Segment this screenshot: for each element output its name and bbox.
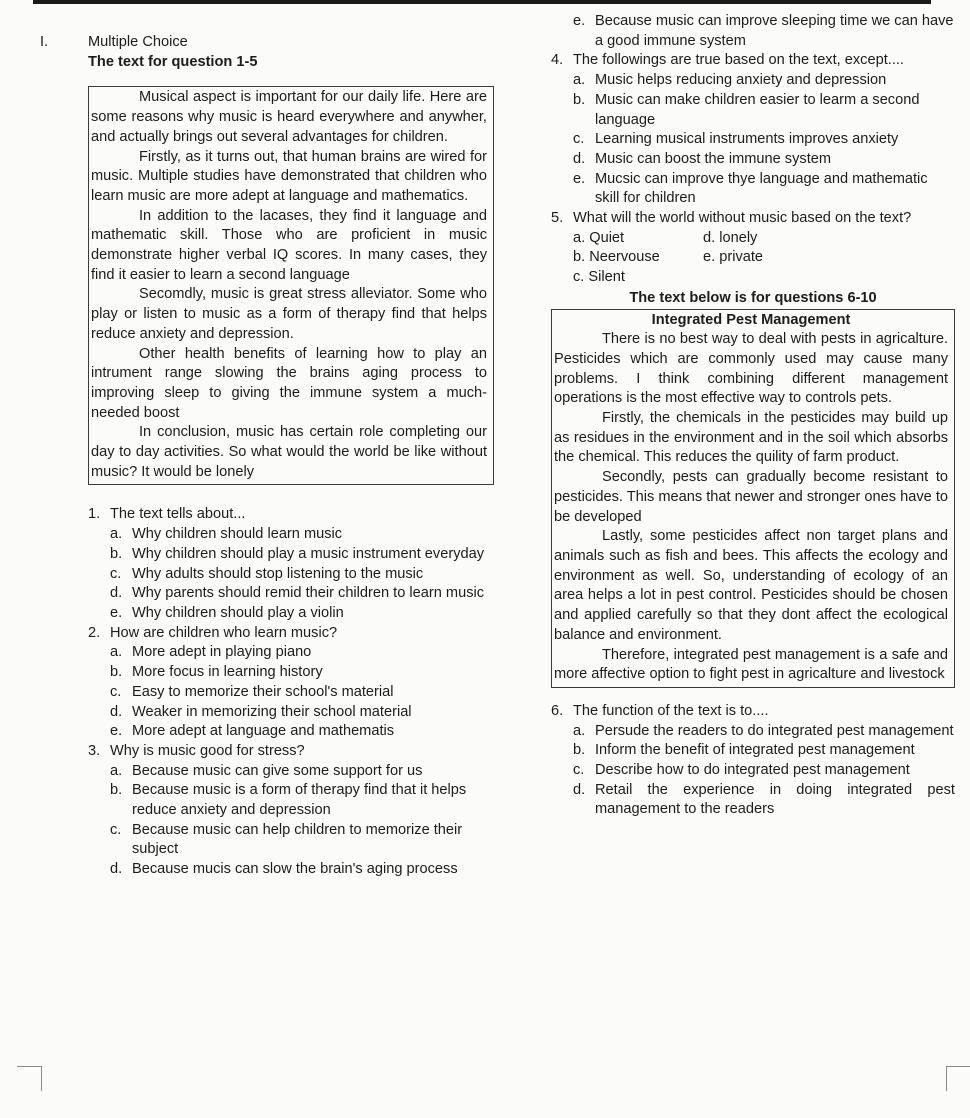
option-letter: e. <box>573 13 586 29</box>
option-letter: b. <box>573 91 586 108</box>
option-e[interactable] <box>110 604 494 624</box>
option-c[interactable] <box>110 565 494 585</box>
passage-paragraph: In addition to the lacases, they find it language and mathematic skill. Those who are proficient in music demonstrate higher verbal IQ scores. In many cases, they find it easier to learn a second language <box>91 207 487 283</box>
option-letter: e. <box>110 604 123 621</box>
option-letter: c. <box>110 683 122 700</box>
question-text: Why is music good for stress? <box>110 742 305 759</box>
option-letter: c. <box>110 821 122 838</box>
passage-paragraph: In conclusion, music has certain role completing our day to day activities. So what would the world be like without music? It would be lonely <box>91 424 487 480</box>
option-text: More adept at language and mathematis <box>132 723 395 740</box>
option-letter: b. <box>110 782 123 799</box>
option-text: Describe how to do integrated pest management <box>595 762 910 779</box>
passage-paragraph: There is no best way to deal with pests in agricalture. Pesticides which are commonly used may cause many problems. I think combining different management operations is the most effective way to controls pets. <box>554 331 948 407</box>
option-b[interactable] <box>110 781 494 820</box>
question-3-options-continued <box>573 12 955 51</box>
question-text: The text tells about... <box>110 506 246 523</box>
question-3 <box>88 742 494 762</box>
option-d[interactable] <box>110 703 494 723</box>
option-b[interactable] <box>573 91 955 130</box>
section-title: Multiple Choice <box>88 34 188 50</box>
question-4 <box>551 51 955 71</box>
option-letter: a. <box>573 72 586 89</box>
question-number: 6. <box>551 702 564 719</box>
option-a[interactable] <box>573 722 955 742</box>
option-text: Because music can improve sleeping time we can have a good immune system <box>595 13 954 49</box>
option-text: Retail the experience in doing integrated pest management to the readers <box>595 781 955 818</box>
crop-mark-right <box>946 1066 970 1091</box>
option-letter: d. <box>110 585 123 602</box>
question-number: 5. <box>551 210 564 227</box>
option-text: Music can boost the immune system <box>595 150 832 167</box>
option-letter: d. <box>110 861 123 878</box>
option-e[interactable] <box>110 722 494 742</box>
option-d[interactable] <box>573 781 955 820</box>
passage-paragraph: Other health benefits of learning how to play an intrument range slowing the brains aging process to improving sleep to giving the immune system a much-needed boost <box>91 345 487 421</box>
passage-paragraph: Firstly, the chemicals in the pesticides may build up as residues in the environment and in the soil which absorbs the chemical. This reduces the quility of farm product. <box>554 410 948 466</box>
question-6 <box>551 702 955 722</box>
option-text: Because music can give some support for us <box>132 762 423 779</box>
question-6-block <box>551 702 955 820</box>
option-letter: e. <box>573 170 586 187</box>
question-6-options <box>573 722 955 821</box>
passage-paragraph: Firstly, as it turns out, that human brains are wired for music. Multiple studies have demonstrated that children who learn music are more adept at language and mathematics. <box>91 148 487 204</box>
option-d[interactable] <box>110 584 494 604</box>
passage-paragraph: Lastly, some pesticides affect non target plans and animals such as fish and bees. This affects the ecology and environment as well. So, understanding of ecology of an area helps a lot in pest control. Pesticides should be chosen and applied carefully so that they dont affect the ecological balance and environment. <box>554 528 948 643</box>
option-letter: c. <box>573 131 585 148</box>
question-text: The followings are true based on the text, except.... <box>573 52 904 69</box>
option-d[interactable]: d. lonely <box>703 229 758 246</box>
option-text: Music can make children easier to learm a second language <box>595 91 920 128</box>
passage-paragraph: Secondly, pests can gradually become resistant to pesticides. This means that newer and stronger ones have to be developed <box>554 469 948 525</box>
option-letter: a. <box>110 644 123 661</box>
option-b[interactable] <box>573 741 955 761</box>
question-1 <box>88 505 494 525</box>
option-letter: a. <box>110 526 123 543</box>
option-a[interactable] <box>110 643 494 663</box>
option-letter: b. <box>573 742 586 759</box>
option-a[interactable] <box>110 762 494 782</box>
option-letter: b. <box>110 664 123 681</box>
passage-pest <box>551 309 955 688</box>
right-column <box>551 12 955 820</box>
option-letter: d. <box>110 703 123 720</box>
option-text: Because music can help children to memorize their subject <box>132 821 463 858</box>
option-c[interactable]: c. Silent <box>573 269 625 286</box>
question-2 <box>88 624 494 644</box>
option-text: Why parents should remid their children to learn music <box>132 585 485 602</box>
option-c[interactable] <box>110 821 494 860</box>
option-text: Why adults should stop listening to the music <box>132 565 424 582</box>
crop-mark-left <box>17 1066 42 1091</box>
text-label-2: The text below is for questions 6-10 <box>629 289 877 306</box>
option-e[interactable]: e. private <box>703 249 764 266</box>
option-b[interactable]: b. Neervouse <box>573 249 660 266</box>
option-letter: e. <box>110 723 123 740</box>
question-number: 3. <box>88 742 101 759</box>
option-a[interactable] <box>110 525 494 545</box>
option-letter: d. <box>573 781 586 798</box>
question-3-options <box>110 762 494 880</box>
option-letter: c. <box>110 565 122 582</box>
question-text: How are children who learn music? <box>110 624 338 641</box>
option-text: Easy to memorize their school's material <box>132 683 394 700</box>
text-label-1: The text for question 1-5 <box>88 53 258 70</box>
option-letter: a. <box>110 762 123 779</box>
question-4-options <box>573 71 955 209</box>
option-d[interactable] <box>110 860 494 880</box>
option-text: Learning musical instruments improves anxiety <box>595 131 899 148</box>
question-number: 1. <box>88 506 101 523</box>
option-text: Persude the readers to do integrated pest management <box>595 722 954 739</box>
option-text: Mucsic can improve thye language and mathematic skill for children <box>595 170 928 207</box>
option-text: Why children should play a violin <box>132 604 344 621</box>
question-number: 2. <box>88 624 101 641</box>
option-c[interactable] <box>573 130 955 150</box>
option-a[interactable]: a. Quiet <box>573 229 625 246</box>
option-a[interactable] <box>573 71 955 91</box>
question-2-options <box>110 643 494 742</box>
section-number: I. <box>40 34 49 50</box>
option-text: Because mucis can slow the brain's aging process <box>132 861 458 878</box>
option-letter: b. <box>110 545 123 562</box>
question-text: The function of the text is to.... <box>573 702 769 719</box>
option-text: Because music is a form of therapy find that it helps reduce anxiety and depression <box>132 782 467 819</box>
option-b[interactable] <box>110 545 494 565</box>
passage-paragraph: Therefore, integrated pest management is a safe and more affective option to fight pest in agricalture and livestock <box>554 646 948 683</box>
question-5-options <box>573 229 955 288</box>
passage-paragraph: Musical aspect is important for our daily life. Here are some reasons why music is heard everywhere and anywher, and actually brings out several advantages for children. <box>91 89 487 145</box>
option-letter: d. <box>573 150 586 167</box>
option-text: More adept in playing piano <box>132 644 312 661</box>
option-b[interactable] <box>110 663 494 683</box>
top-rule <box>33 0 931 4</box>
passage-title: Integrated Pest Management <box>651 311 851 328</box>
passage-music <box>88 86 494 485</box>
option-letter: a. <box>573 722 586 739</box>
question-text: What will the world without music based on the text? <box>573 210 912 227</box>
option-e[interactable] <box>573 170 955 209</box>
passage-paragraph: Secomdly, music is great stress alleviator. Some who play or listen to music as a form of therapy find that helps reduce anxiety and depression. <box>91 286 487 342</box>
option-c[interactable] <box>110 683 494 703</box>
option-text: More focus in learning history <box>132 664 323 681</box>
option-c[interactable] <box>573 761 955 781</box>
question-number: 4. <box>551 52 564 69</box>
option-text: Why children should play a music instrument everyday <box>132 545 485 562</box>
option-e[interactable] <box>573 12 955 51</box>
option-letter: c. <box>573 762 585 779</box>
option-text: Why children should learn music <box>132 526 343 543</box>
question-5 <box>551 209 955 229</box>
left-column <box>88 33 494 880</box>
questions-1-3 <box>88 505 494 879</box>
option-text: Weaker in memorizing their school material <box>132 703 412 720</box>
option-d[interactable] <box>573 150 955 170</box>
option-text: Music helps reducing anxiety and depression <box>595 72 887 89</box>
question-1-options <box>110 525 494 624</box>
option-text: Inform the benefit of integrated pest management <box>595 742 915 759</box>
